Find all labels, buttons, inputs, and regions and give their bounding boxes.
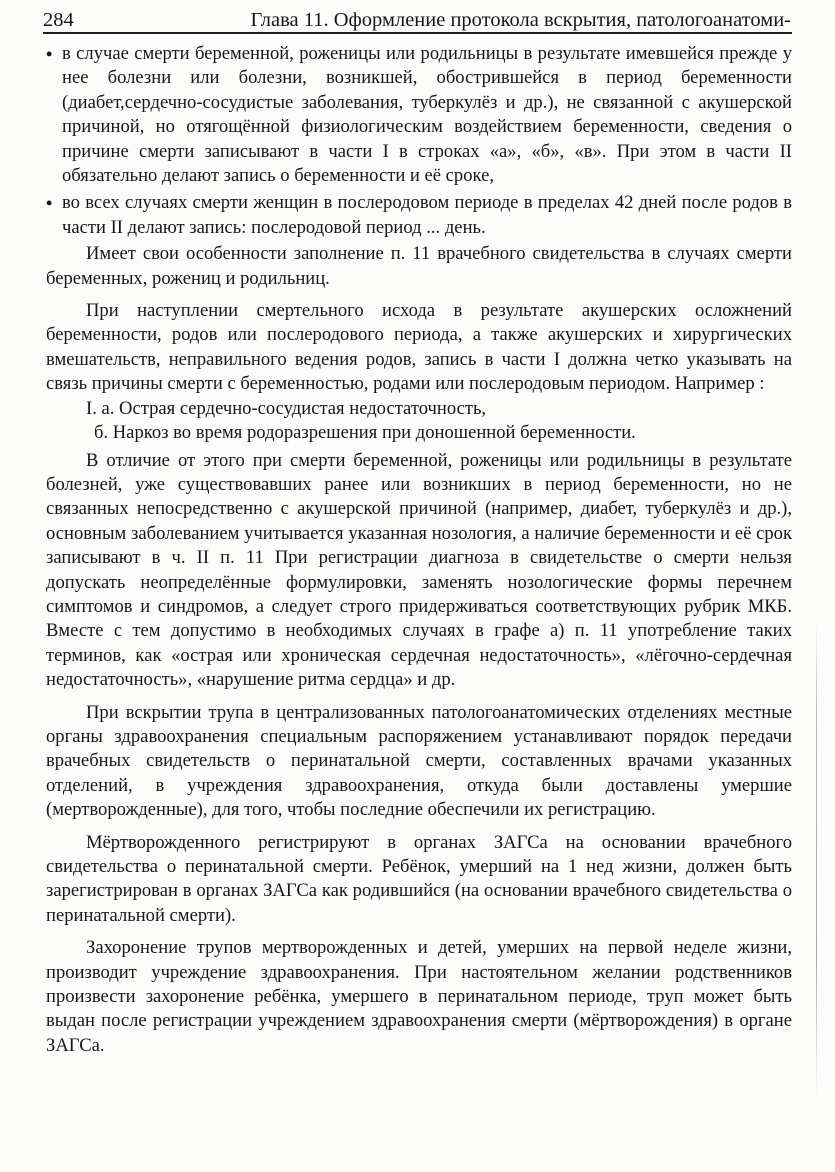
header-rule xyxy=(43,32,792,34)
bullet-icon: • xyxy=(46,44,53,64)
running-title: Глава 11. Оформление протокола вскрытия, патологоанатоми- xyxy=(250,9,791,31)
paragraph: При наступлении смертельного исхода в результате акушерских осложнений беременности, родов или послеродового периода, а также акушерских и хирургических вмешательств, неправильного ведения родов, запись в части I должна четко указывать на связь причины смерти с беременностью, родами или послеродовым периодом. Например : xyxy=(46,300,792,395)
paragraph: Захоронение трупов мертворожденных и детей, умерших на первой неделе жизни, производит учреждение здравоохранения. При настоятельном желании родственников произвести захоронение ребёнка, умершего в перинатальном периоде, труп может быть выдан после регистрации учреждением здравоохранения смерти (мёртворождения) в органе ЗАГСа. xyxy=(46,937,792,1056)
paragraph: В отличие от этого при смерти беременной, роженицы или родильницы в результате болезней, уже существовавших ранее или возникших в период беременности, но не связанных непосредственно с акушерской причиной (например, диабет, туберкулёз и др.), основным заболеванием учитывается указанная нозология, а наличие беременности и её срок записывают в ч. II п. 11 При регистрации диагноза в свидетельстве о смерти нельзя допускать неопределённые формулировки, заменять нозологические формы перечнем симптомов и синдромов, а следует строго придерживаться соответствующих рубрик МКБ. Вместе с тем допустимо в необходимых случаях в графе а) п. 11 употребление таких терминов, как «острая или хроническая сердечная недостаточность», «лёгочно-сердечная недостаточность», «нарушение ритма сердца» и др. xyxy=(46,449,792,691)
paragraph: Мёртворожденного регистрируют в органах ЗАГСа на основании врачебного свидетельства о перинатальной смерти. Ребёнок, умерший на 1 нед жизни, должен быть зарегистрирован в органах ЗАГСа как родившийся (на основании врачебного свидетельства о перинатальной смерти). xyxy=(46,831,792,926)
running-header xyxy=(43,4,791,32)
paragraph: Имеет свои особенности заполнение п. 11 врачебного свидетельства в случаях смерти беременных, рожениц и родильниц. xyxy=(46,243,792,289)
paragraph: При вскрытии трупа в централизованных патологоанатомических отделениях местные органы здравоохранения специальным распоряжением устанавливают порядок передачи врачебных свидетельств о перинатальной смерти, составленных врачами указанных отделений, в учреждения здравоохранения, откуда были доставлены умершие (мертворожденные), для того, чтобы последние обеспечили их регистрацию. xyxy=(46,701,792,821)
example-line-b: б. Наркоз во время родоразрешения при доношенной беременности. xyxy=(94,422,636,444)
bullet-text: в случае смерти беременной, роженицы или родильницы в результате имевшейся прежде у нее болезни или болезни, возникшей, обострившейся в период беременности (диабет,сердечно-сосудистые заболевания, туберкулёз и др.), не связанной с акушерской причиной, но отягощённой физиологическим воздействием беременности, сведения о причине смерти записывают в части I в строках «а», «б», «в». При этом в части II обязательно делают запись о беременности и её сроке, xyxy=(62,43,792,187)
bullet-icon: • xyxy=(46,193,53,214)
bullet-text: во всех случаях смерти женщин в послеродовом периоде в пределах 42 дней после родов в части II делают запись: послеродовой период ... день. xyxy=(62,192,792,238)
bullet-item xyxy=(46,42,792,188)
page-edge-shadow xyxy=(816,620,817,1100)
example-line-a: I. а. Острая сердечно-сосудистая недостаточность, xyxy=(86,397,487,419)
page-number: 284 xyxy=(43,9,74,31)
page-body xyxy=(46,42,792,1058)
bullet-item xyxy=(46,191,792,240)
